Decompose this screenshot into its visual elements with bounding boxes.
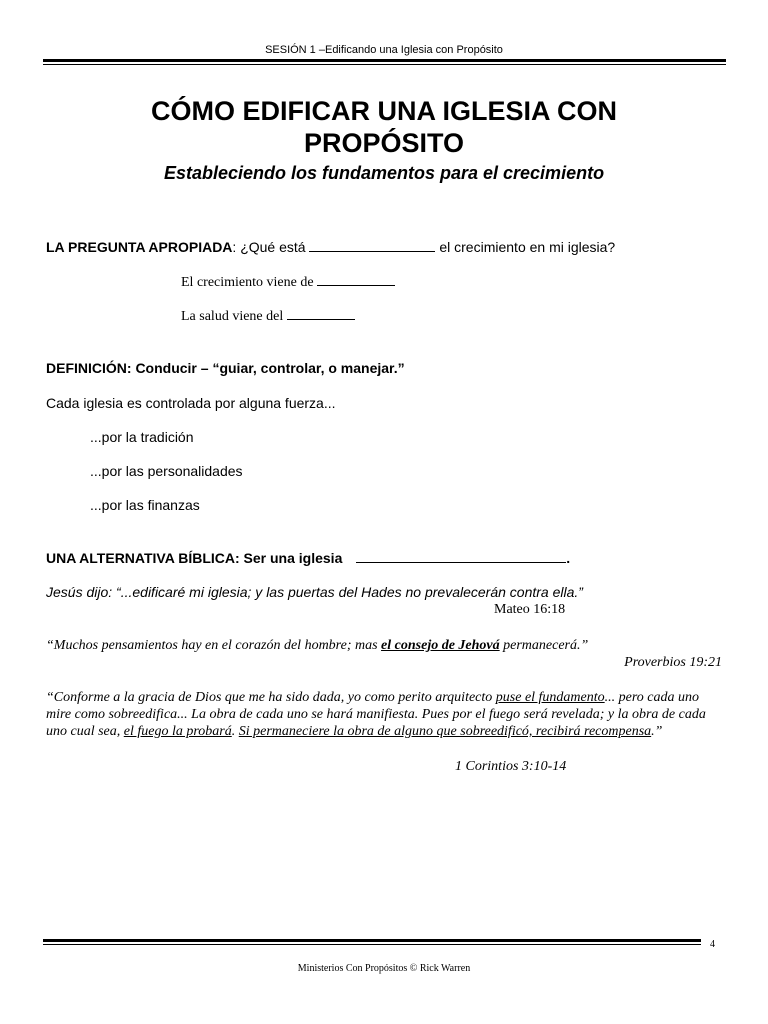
verse-corinthians-text-b: ... pero cada uno mire como sobreedifica... La obra de cada uno se hará manifiesta. Pues por el fuego será revelada; y la obra de cada uno cual sea,	[46, 690, 706, 739]
force-item-personalities: ...por las personalidades	[90, 463, 243, 479]
verse-proverbs-text-b: permanecerá.”	[499, 638, 589, 653]
running-header: SESIÓN 1 –Edificando una Iglesia con Propósito	[265, 44, 503, 56]
alternative-line	[46, 550, 570, 566]
verse-corinthians-text-d: .”	[651, 724, 663, 739]
verse-corinthians-underlined-3: Si permaneciere la obra de alguno que sobreedificó, recibirá recompensa	[238, 724, 652, 739]
force-item-tradition: ...por la tradición	[90, 429, 194, 445]
alternative-blank	[356, 550, 566, 563]
page-title	[60, 95, 708, 159]
alternative-label: UNA ALTERNATIVA BÍBLICA: Ser una iglesia	[46, 550, 343, 566]
health-blank	[287, 307, 355, 320]
verse-proverbs	[46, 637, 722, 671]
growth-blank	[317, 273, 395, 286]
page-subtitle: Estableciendo los fundamentos para el crecimiento	[163, 163, 605, 183]
page-number: 4	[710, 939, 715, 950]
verse-proverbs-underlined: el consejo de Jehová	[381, 638, 500, 653]
question-blank	[309, 239, 435, 252]
definition-heading: DEFINICIÓN: Conducir – “guiar, controlar, o manejar.”	[46, 360, 405, 376]
footer-rule-thin	[43, 944, 701, 945]
verse-matthew-ref: Mateo 16:18	[494, 602, 566, 617]
force-item-finances: ...por las finanzas	[90, 497, 200, 513]
header-rule-thick	[43, 59, 726, 62]
verse-corinthians-underlined-2: el fuego la probará	[123, 724, 232, 739]
growth-line	[181, 273, 395, 291]
verse-matthew-text: Jesús dijo: “...edificaré mi iglesia; y las puertas del Hades no prevalecerán contra ella.”	[46, 584, 583, 600]
growth-text: El crecimiento viene de	[181, 275, 314, 290]
verse-corinthians-underlined-1: puse el fundamento	[495, 690, 605, 705]
question-line	[46, 239, 615, 255]
verse-corinthians-text-a: “Conforme a la gracia de Dios que me ha sido dada, yo como perito arquitecto	[46, 690, 496, 705]
forces-intro: Cada iglesia es controlada por alguna fuerza...	[46, 395, 336, 411]
page-title-line-2: PROPÓSITO	[303, 128, 465, 158]
header-rule-thin	[43, 64, 726, 65]
health-text: La salud viene del	[181, 309, 284, 324]
page-title-line-1: CÓMO EDIFICAR UNA IGLESIA CON	[150, 96, 617, 126]
question-label: LA PREGUNTA APROPIADA	[46, 239, 233, 255]
question-text-before: : ¿Qué está	[232, 239, 306, 255]
verse-corinthians-text-c: .	[231, 724, 239, 739]
verse-corinthians	[46, 689, 722, 740]
verse-proverbs-text-a: “Muchos pensamientos hay en el corazón del hombre; mas	[46, 638, 382, 653]
verse-corinthians-ref: 1 Corintios 3:10-14	[455, 759, 567, 774]
health-line	[181, 307, 355, 325]
question-text-after: el crecimiento en mi iglesia?	[439, 239, 616, 255]
footer-rule-thick	[43, 939, 701, 942]
alternative-period: .	[566, 550, 571, 566]
verse-proverbs-ref: Proverbios 19:21	[624, 655, 722, 670]
footer-text: Ministerios Con Propósitos © Rick Warren	[297, 963, 471, 974]
